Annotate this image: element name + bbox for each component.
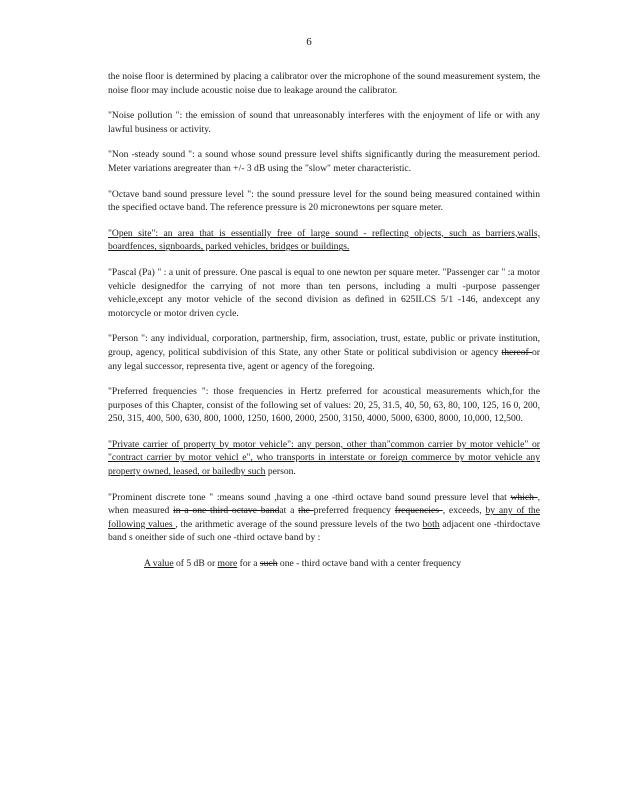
text-run: adjacent one -thirdoctave band s [108,518,540,544]
text-run: having a one -third octave band sound pressure level that [276,491,511,503]
text-run: , when measured [108,491,540,517]
text-run: , the arithmetic average of the sound pressure levels of the two [175,518,423,530]
definition-paragraph [108,70,540,97]
text-run: the noise floor is determined by placing a calibrator over the microphone of the sound measurement system, the noise floor may include acoustic noise due to leakage around the calibrator. [108,71,540,96]
text-run: person. [265,466,296,478]
inserted-text: A value [144,558,174,570]
definition-paragraph [108,148,540,175]
text-run: "Noise pollution ": the emission of sound that unreasonably interferes with the enjoyment of life or with any lawful business or activity. [108,110,540,135]
text-run: "Octave band sound pressure level ": the sound pressure level for the sound being measured contained within the specified octave band. The reference pressure is 20 micronewtons per square meter. [108,188,540,214]
text-run: oneither side of such one -third octave band by : [135,532,321,544]
text-run: "Non -steady sound ": a sound whose sound pressure level shifts significantly during the measurement period. Meter variations aregreater than +/- 3 dB using the "slow" meter characteristic. [108,149,540,174]
inserted-text: by any of the following values [108,505,540,530]
definition-paragraph [108,491,540,545]
inserted-text: , [274,491,277,503]
definition-paragraph [108,227,540,254]
inserted-text: "Open site": an area that is essentially free of large sound - reflecting objects, such as barriers,walls, boardfences, signboards, parked vehicles, bridges or buildings. [108,227,540,253]
definition-paragraph [108,188,540,215]
struck-text: which [510,491,538,503]
inserted-text: more [217,558,238,570]
indented-clause [108,557,540,571]
text-run: one - third octave band with a center frequency [277,558,462,570]
text-run: for a [237,558,260,570]
text-run: , exceeds, [442,505,486,517]
text-run: "Person ": any individual, corporation, partnership, firm, association, trust, estate, public or private institution, group, agency, political subdivision of this State, any other State or political subdivision or agency [108,333,540,358]
definition-paragraph [108,385,540,426]
definition-paragraph [108,438,540,479]
definition-paragraph [108,266,540,320]
struck-text: the [298,505,314,517]
struck-text: thereof [501,346,532,358]
text-run: or any legal successor, representa tive, agent or agency of the foregoing. [108,346,540,372]
document-body [108,70,540,583]
text-run: preferred frequency [313,505,395,517]
page-number: 6 [306,36,312,48]
inserted-text: "Private carrier of property by motor vehicle": any person, other than"common carrier by motor vehicle" or "contract carrier by motor vehicl e", who transports in interstate or foreign commerce by motor vehicle any property owned, leased, or bailedby such [108,438,540,478]
text-run: "Preferred frequencies ": those frequencies in Hertz preferred for acoustical measurements which,for the purposes of this Chapter, consist of the following set of values: 20, 25, 31.5, 40, 50, 63, 80, 100, 125, 16 0, 200, 250, 315, 400, 500, 630, 800, 1000, 1250, 1600, 2000, 2500, 3150, 4000, 5000, 6300, 8000, 10,000, 12,500. [108,386,540,425]
struck-text: in a one third octave band [173,505,280,517]
text-run: "Prominent discrete tone " :means sound [108,491,275,503]
text-run: "Pascal (Pa) " : a unit of pressure. One pascal is equal to one newton per square meter. "Passenger car " :a motor vehicle designedfor the carrying of not more than ten persons, including a multi -purpose passenger vehicle,except any motor vehicle of the second division as defined in 625ILCS 5/1 -146, andexcept any motorcycle or motor driven cycle. [108,266,540,319]
text-run: at a [279,505,299,517]
struck-text: frequencies [394,505,443,517]
definition-paragraph [108,109,540,136]
text-run: of 5 dB or [173,558,218,570]
definition-paragraph [108,332,540,373]
struck-text: such [259,558,278,570]
inserted-text: both [422,518,440,530]
